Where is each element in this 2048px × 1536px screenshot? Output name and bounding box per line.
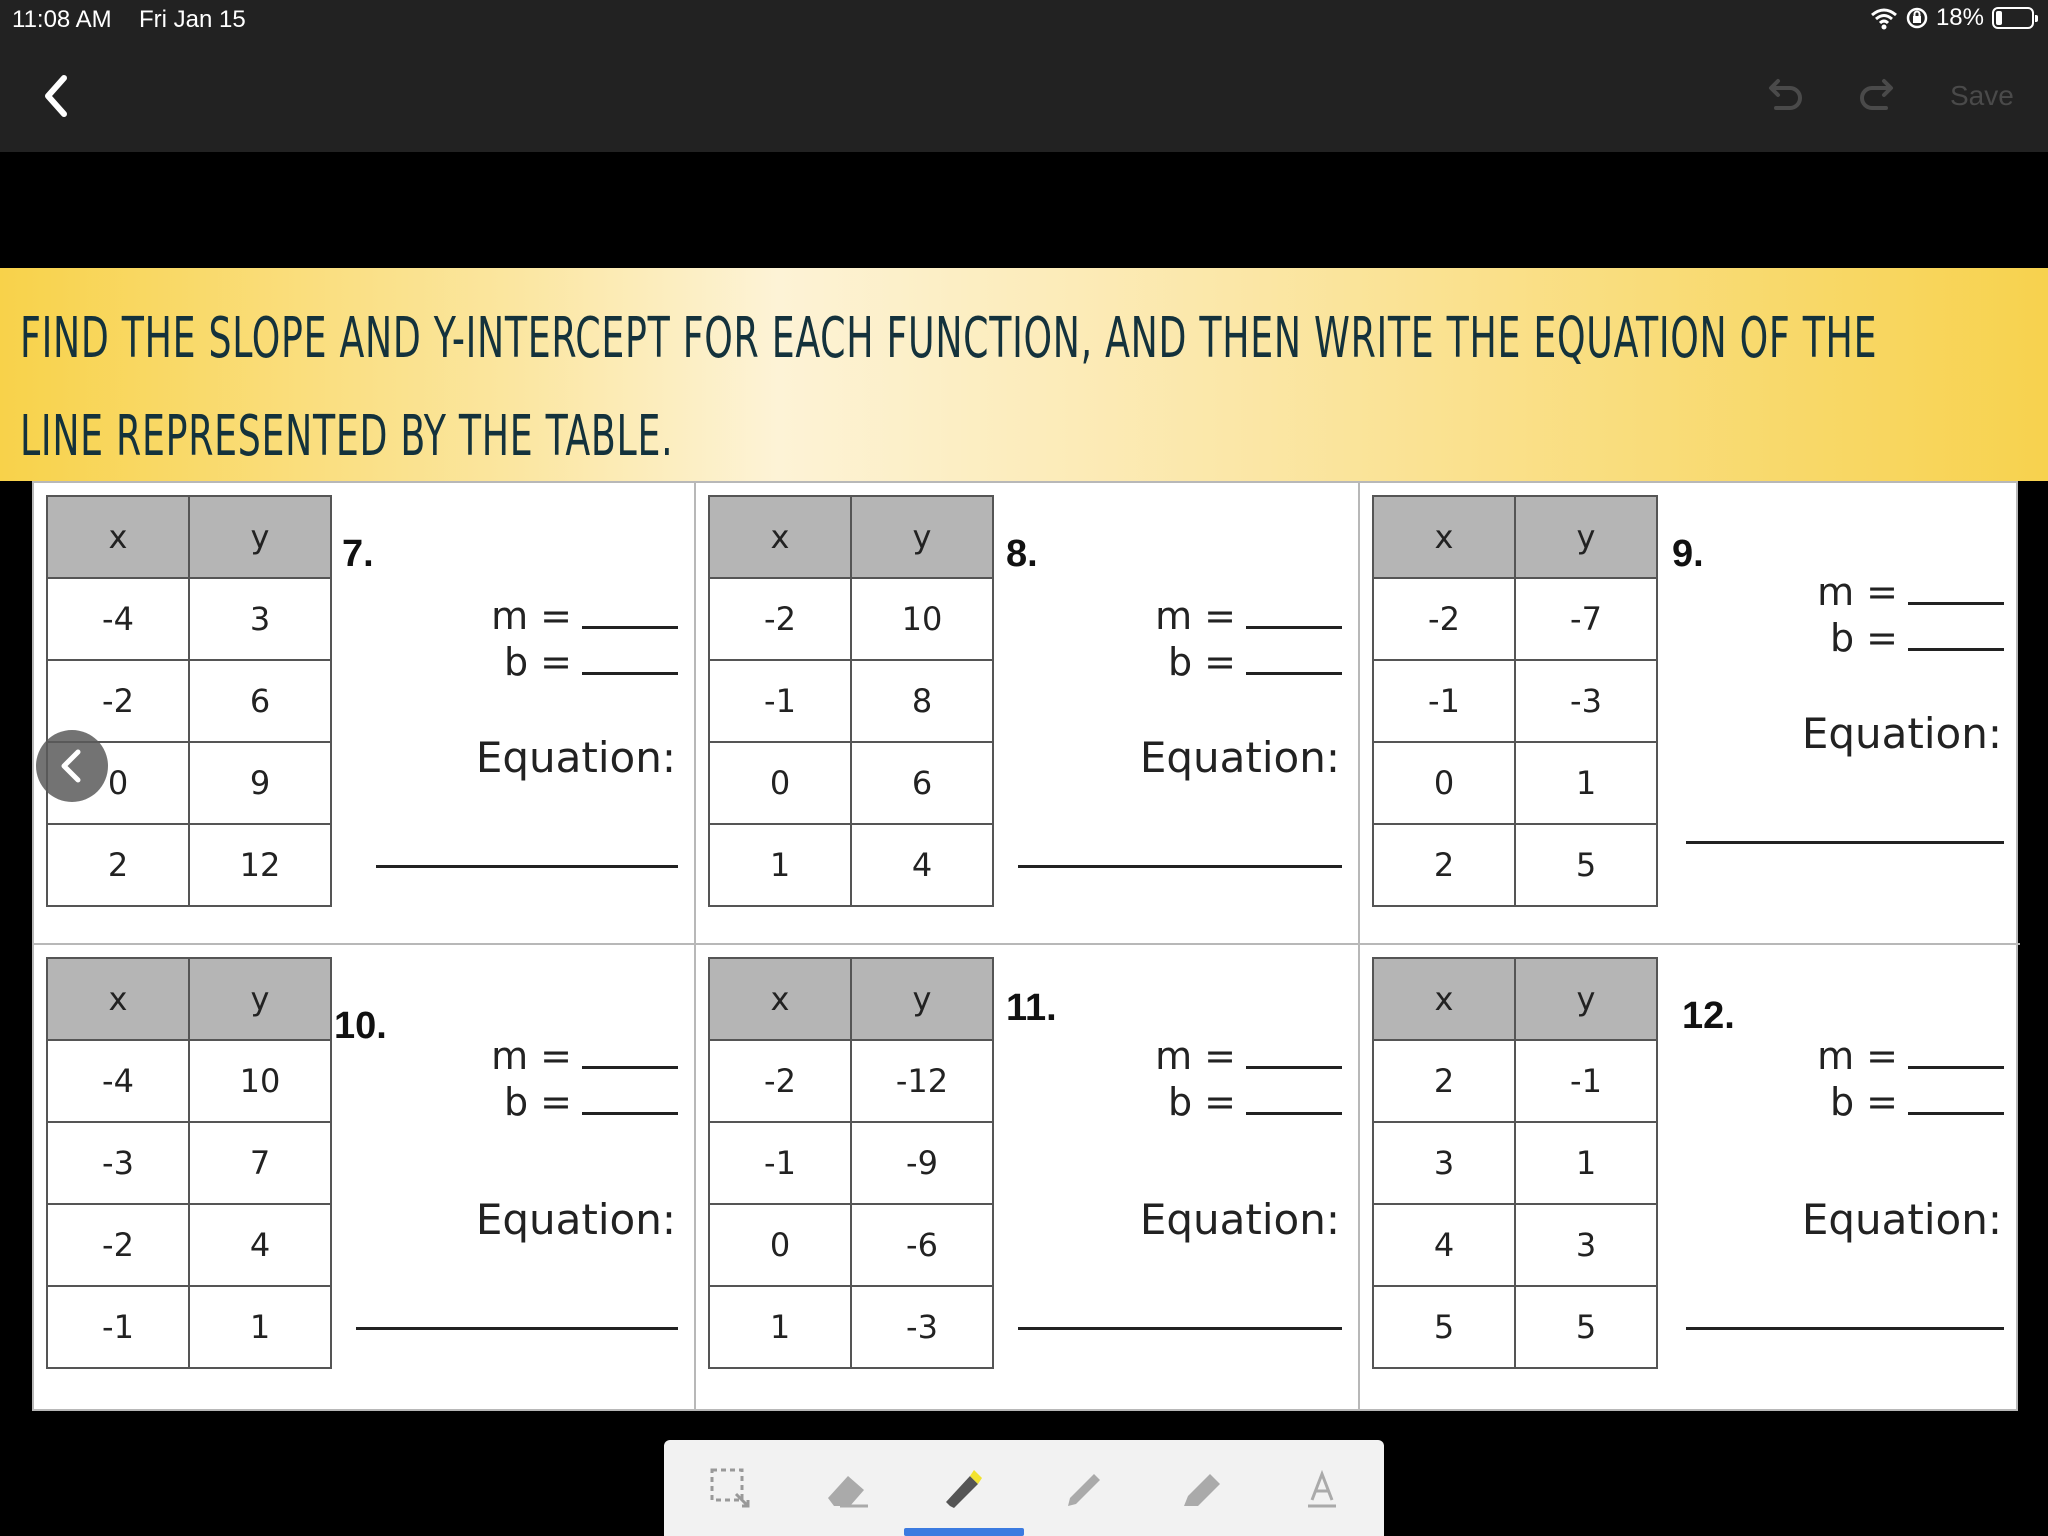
table-row — [709, 1040, 993, 1122]
lasso-select-tool[interactable] — [702, 1462, 758, 1514]
problem-number: 10. — [334, 1005, 387, 1047]
text-icon — [1294, 1462, 1350, 1514]
status-date: Fri Jan 15 — [139, 6, 246, 33]
problem-number: 11. — [1006, 987, 1057, 1029]
slope-intercept-blanks — [1817, 569, 2004, 661]
table-row — [47, 1204, 331, 1286]
x-value-cell: -4 — [47, 578, 189, 660]
x-column-header: x — [709, 958, 851, 1040]
b-label: b = — [1167, 1080, 1236, 1124]
xy-table — [1372, 957, 1658, 1369]
highlighter-tool[interactable] — [936, 1462, 992, 1514]
problem-9-cell — [1360, 483, 2020, 945]
table-row — [709, 742, 993, 824]
y-value-cell: -7 — [1515, 578, 1657, 660]
equation-label: Equation: — [1139, 1195, 1340, 1244]
y-value-cell: 6 — [189, 660, 331, 742]
b-answer-field[interactable] — [491, 1079, 678, 1125]
x-value-cell: -1 — [1373, 660, 1515, 742]
equation-answer-line[interactable] — [356, 1327, 678, 1330]
x-column-header: x — [47, 958, 189, 1040]
y-value-cell: 10 — [851, 578, 993, 660]
table-header-row — [1373, 496, 1657, 578]
status-bar — [0, 0, 2048, 40]
m-answer-field[interactable] — [1155, 593, 1342, 639]
marker-icon — [1174, 1462, 1230, 1514]
y-value-cell: 8 — [851, 660, 993, 742]
y-value-cell: -3 — [1515, 660, 1657, 742]
y-value-cell: -6 — [851, 1204, 993, 1286]
nav-bar — [0, 40, 2048, 152]
x-column-header: x — [1373, 496, 1515, 578]
save-button[interactable]: Save — [1950, 80, 2014, 111]
x-value-cell: -4 — [47, 1040, 189, 1122]
m-answer-field[interactable] — [491, 1033, 678, 1079]
m-blank-line — [1908, 575, 2004, 605]
y-value-cell: 1 — [189, 1286, 331, 1368]
redo-icon — [1856, 72, 1900, 120]
table-row — [709, 1204, 993, 1286]
b-label: b = — [1829, 1080, 1898, 1124]
text-tool[interactable] — [1294, 1462, 1350, 1514]
y-value-cell: 4 — [189, 1204, 331, 1286]
problem-12-cell — [1360, 945, 2020, 1409]
x-value-cell: 1 — [709, 1286, 851, 1368]
y-value-cell: -9 — [851, 1122, 993, 1204]
chevron-left-icon — [36, 730, 108, 802]
b-blank-line — [582, 1085, 678, 1115]
m-blank-line — [1246, 1039, 1342, 1069]
x-value-cell: -2 — [709, 1040, 851, 1122]
y-value-cell: 3 — [1515, 1204, 1657, 1286]
x-value-cell: 0 — [1373, 742, 1515, 824]
m-label: m = — [1817, 570, 1898, 614]
back-button[interactable] — [36, 68, 76, 124]
table-row — [1373, 578, 1657, 660]
x-column-header: x — [709, 496, 851, 578]
m-label: m = — [491, 594, 572, 638]
table-row — [47, 578, 331, 660]
m-label: m = — [491, 1034, 572, 1078]
markup-toolbar — [664, 1440, 1384, 1536]
table-header-row — [1373, 958, 1657, 1040]
problem-7-cell — [34, 483, 696, 945]
b-label: b = — [1167, 640, 1236, 684]
problem-number: 9. — [1672, 533, 1704, 575]
previous-page-button[interactable] — [36, 730, 108, 802]
orientation-lock-icon — [1906, 7, 1928, 29]
wifi-icon — [1870, 6, 1898, 30]
y-column-header: y — [851, 496, 993, 578]
x-value-cell: -2 — [47, 660, 189, 742]
status-indicators — [1870, 4, 2034, 32]
table-header-row — [47, 496, 331, 578]
table-row — [1373, 742, 1657, 824]
table-row — [1373, 660, 1657, 742]
m-answer-field[interactable] — [1817, 1033, 2004, 1079]
y-value-cell: -12 — [851, 1040, 993, 1122]
table-row — [709, 578, 993, 660]
xy-table — [708, 495, 994, 907]
m-answer-field[interactable] — [1155, 1033, 1342, 1079]
b-answer-field[interactable] — [1155, 639, 1342, 685]
equation-answer-line[interactable] — [1686, 841, 2004, 844]
b-answer-field[interactable] — [1817, 615, 2004, 661]
x-value-cell: -2 — [47, 1204, 189, 1286]
m-blank-line — [582, 599, 678, 629]
xy-table — [1372, 495, 1658, 907]
instructions-line-1: FIND THE SLOPE AND Y-INTERCEPT FOR EACH FUNCTION, AND THEN WRITE THE EQUATION OF THE — [20, 306, 1878, 371]
equation-answer-line[interactable] — [376, 865, 678, 868]
b-blank-line — [1246, 1085, 1342, 1115]
worksheet-instructions — [20, 290, 1878, 486]
worksheet-grid — [32, 481, 2018, 1411]
xy-table — [46, 957, 332, 1369]
equation-label: Equation: — [1801, 1195, 2002, 1244]
table-row — [709, 824, 993, 906]
x-column-header: x — [1373, 958, 1515, 1040]
problem-10-cell — [34, 945, 696, 1409]
problem-number: 8. — [1006, 533, 1038, 575]
chevron-left-icon — [36, 68, 76, 124]
b-label: b = — [503, 1080, 572, 1124]
y-value-cell: 3 — [189, 578, 331, 660]
x-value-cell: 3 — [1373, 1122, 1515, 1204]
y-column-header: y — [189, 958, 331, 1040]
problem-number: 12. — [1682, 995, 1735, 1037]
table-row — [47, 1040, 331, 1122]
equation-answer-line[interactable] — [1686, 1327, 2004, 1330]
y-value-cell: 10 — [189, 1040, 331, 1122]
slope-intercept-blanks — [1155, 1033, 1342, 1125]
battery-icon — [1992, 7, 2034, 29]
x-value-cell: 0 — [709, 1204, 851, 1286]
eraser-icon — [820, 1462, 876, 1514]
table-row — [47, 1122, 331, 1204]
b-blank-line — [1246, 645, 1342, 675]
marker-tool[interactable] — [1174, 1462, 1230, 1514]
slope-intercept-blanks — [1155, 593, 1342, 685]
x-value-cell: -1 — [709, 660, 851, 742]
table-row — [709, 1122, 993, 1204]
problem-11-cell — [696, 945, 1360, 1409]
y-value-cell: -3 — [851, 1286, 993, 1368]
equation-label: Equation: — [1801, 709, 2002, 758]
y-value-cell: 5 — [1515, 1286, 1657, 1368]
table-row — [709, 660, 993, 742]
undo-icon — [1762, 72, 1806, 120]
x-value-cell: 2 — [1373, 1040, 1515, 1122]
highlighter-icon — [936, 1462, 992, 1514]
equation-answer-line[interactable] — [1018, 1327, 1342, 1330]
x-value-cell: 0 — [709, 742, 851, 824]
pen-tool[interactable] — [1056, 1462, 1112, 1514]
table-row — [1373, 1122, 1657, 1204]
equation-label: Equation: — [475, 1195, 676, 1244]
lasso-select-icon — [702, 1462, 758, 1514]
y-value-cell: 1 — [1515, 742, 1657, 824]
slope-intercept-blanks — [491, 1033, 678, 1125]
m-answer-field[interactable] — [491, 593, 678, 639]
equation-answer-line[interactable] — [1018, 865, 1342, 868]
table-row — [1373, 1204, 1657, 1286]
y-column-header: y — [851, 958, 993, 1040]
b-answer-field[interactable] — [1817, 1079, 2004, 1125]
m-label: m = — [1155, 594, 1236, 638]
table-row — [1373, 824, 1657, 906]
problem-8-cell — [696, 483, 1360, 945]
b-label: b = — [503, 640, 572, 684]
b-blank-line — [1908, 621, 2004, 651]
slope-intercept-blanks — [491, 593, 678, 685]
x-value-cell: -2 — [1373, 578, 1515, 660]
b-blank-line — [582, 645, 678, 675]
xy-table — [708, 957, 994, 1369]
eraser-tool[interactable] — [820, 1462, 876, 1514]
b-label: b = — [1829, 616, 1898, 660]
table-header-row — [47, 958, 331, 1040]
m-label: m = — [1817, 1034, 1898, 1078]
table-row — [47, 1286, 331, 1368]
instructions-line-2: LINE REPRESENTED BY THE TABLE. — [20, 404, 674, 469]
table-header-row — [709, 958, 993, 1040]
y-value-cell: 6 — [851, 742, 993, 824]
y-column-header: y — [1515, 958, 1657, 1040]
table-row — [709, 1286, 993, 1368]
x-value-cell: 4 — [1373, 1204, 1515, 1286]
undo-button[interactable] — [1762, 72, 1806, 120]
table-header-row — [709, 496, 993, 578]
y-value-cell: 9 — [189, 742, 331, 824]
redo-button[interactable] — [1856, 72, 1900, 120]
b-blank-line — [1908, 1085, 2004, 1115]
y-column-header: y — [189, 496, 331, 578]
active-tool-indicator — [904, 1528, 1024, 1536]
x-value-cell: 1 — [709, 824, 851, 906]
x-value-cell: 2 — [47, 824, 189, 906]
m-blank-line — [582, 1039, 678, 1069]
x-column-header: x — [47, 496, 189, 578]
m-blank-line — [1246, 599, 1342, 629]
y-value-cell: 1 — [1515, 1122, 1657, 1204]
x-value-cell: 2 — [1373, 824, 1515, 906]
y-value-cell: 12 — [189, 824, 331, 906]
equation-label: Equation: — [475, 733, 676, 782]
m-blank-line — [1908, 1039, 2004, 1069]
y-column-header: y — [1515, 496, 1657, 578]
y-value-cell: -1 — [1515, 1040, 1657, 1122]
b-answer-field[interactable] — [491, 639, 678, 685]
y-value-cell: 7 — [189, 1122, 331, 1204]
x-value-cell: -2 — [709, 578, 851, 660]
x-value-cell: 5 — [1373, 1286, 1515, 1368]
b-answer-field[interactable] — [1155, 1079, 1342, 1125]
worksheet-banner — [0, 268, 2048, 481]
table-row — [1373, 1040, 1657, 1122]
table-row — [1373, 1286, 1657, 1368]
equation-label: Equation: — [1139, 733, 1340, 782]
status-time: 11:08 AM — [12, 6, 112, 33]
m-answer-field[interactable] — [1817, 569, 2004, 615]
table-row — [47, 824, 331, 906]
slope-intercept-blanks — [1817, 1033, 2004, 1125]
xy-table — [46, 495, 332, 907]
m-label: m = — [1155, 1034, 1236, 1078]
y-value-cell: 5 — [1515, 824, 1657, 906]
problem-number: 7. — [342, 533, 374, 575]
pen-icon — [1056, 1462, 1112, 1514]
x-value-cell: 0 — [47, 742, 189, 824]
x-value-cell: -1 — [47, 1286, 189, 1368]
battery-percent: 18% — [1935, 4, 1984, 31]
x-value-cell: -1 — [709, 1122, 851, 1204]
x-value-cell: -3 — [47, 1122, 189, 1204]
y-value-cell: 4 — [851, 824, 993, 906]
